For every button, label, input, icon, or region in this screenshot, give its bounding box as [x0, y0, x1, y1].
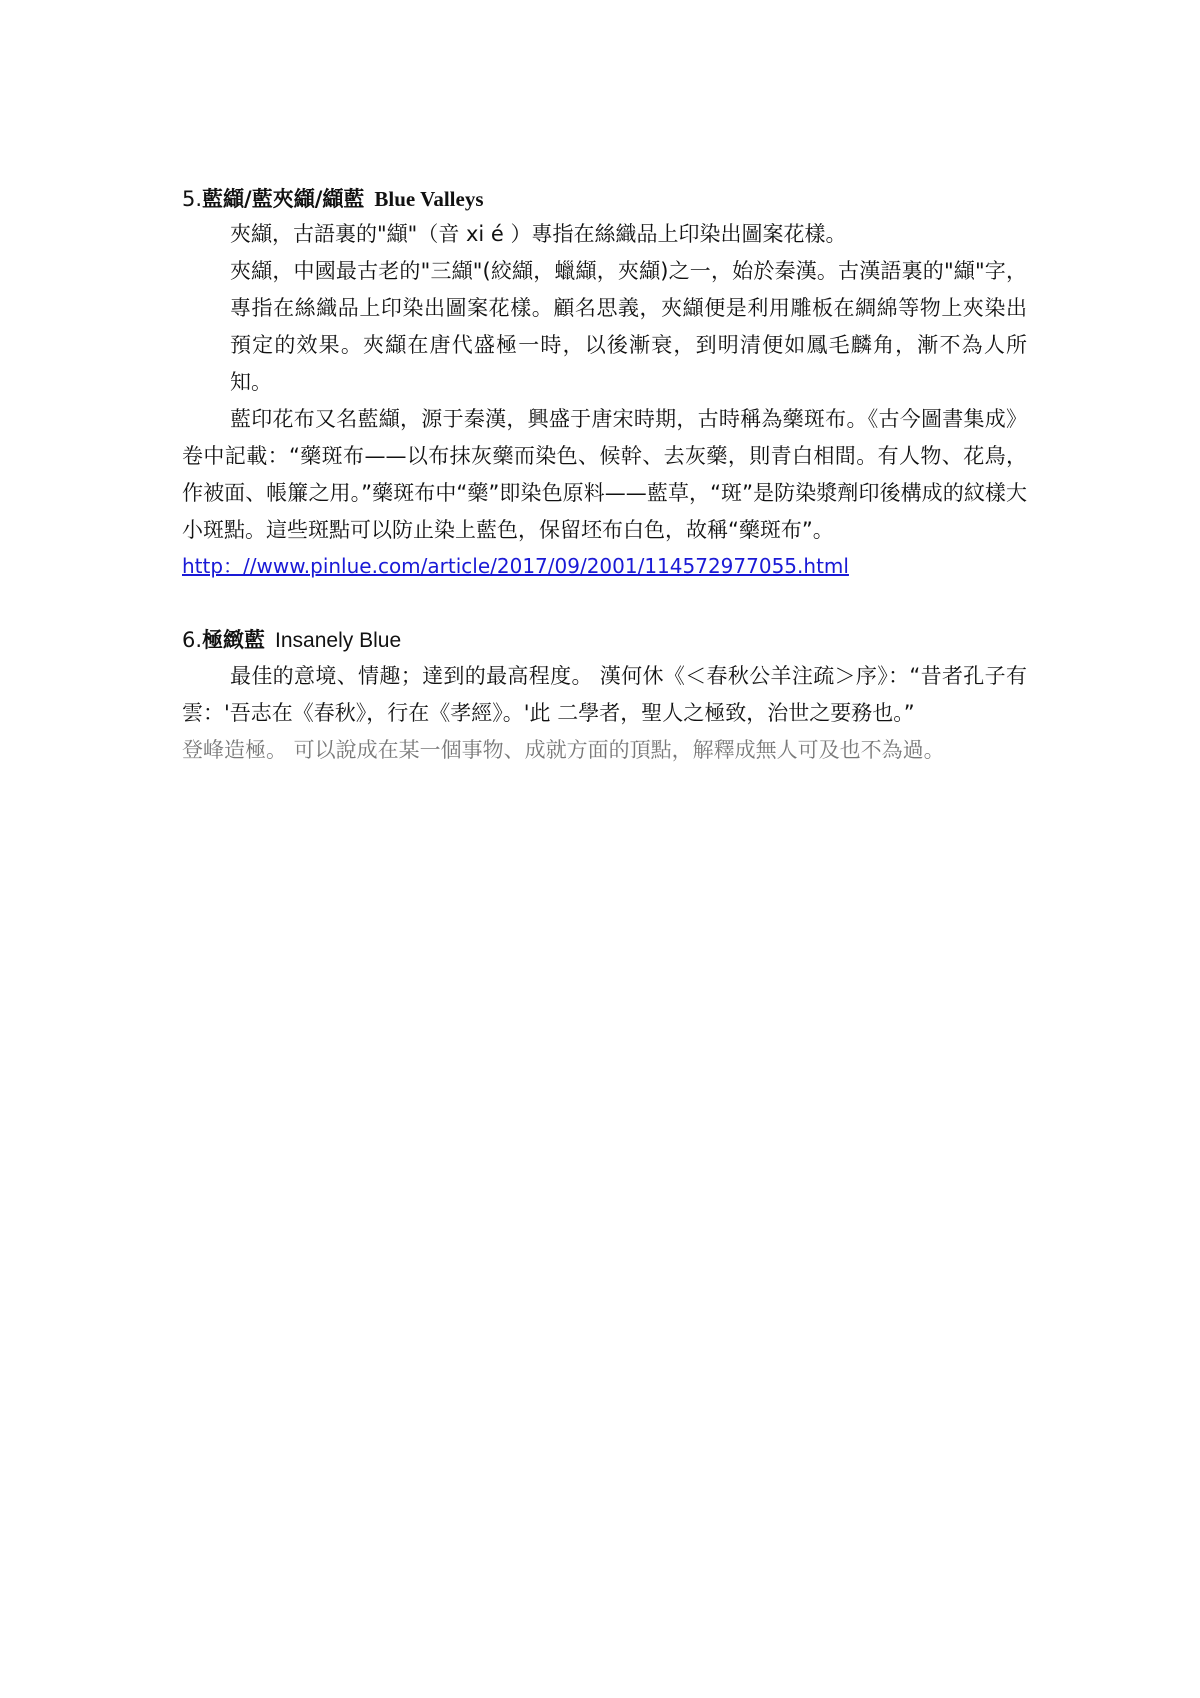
paragraph-muted: 登峰造極。 可以說成在某一個事物、成就方面的頂點，解釋成無人可及也不為過。	[182, 738, 945, 762]
section-insanely-blue	[182, 625, 1027, 769]
section-title-english: Blue Valleys	[374, 187, 484, 211]
paragraph: 夾纈，古語裏的"纈"（音 xi é ）專指在絲織品上印染出圖案花樣。	[230, 222, 847, 246]
source-link[interactable]: http：//www.pinlue.com/article/2017/09/2001/114572977055.html	[182, 554, 849, 578]
section-number: 6.	[182, 628, 203, 652]
document-page	[182, 184, 1027, 769]
paragraph: 最佳的意境、情趣；達到的最高程度。 漢何休《＜春秋公羊注疏＞序》：“昔者孔子有雲：'吾志在《春秋》，行在《孝經》。'此 二學者，聖人之極致，治世之要務也。”	[182, 664, 1027, 725]
section-gap	[182, 581, 1027, 625]
section-title-english: Insanely Blue	[275, 629, 402, 652]
section-title	[182, 184, 1027, 214]
section-title	[182, 625, 1027, 656]
section-title-chinese: 藍纈/藍夾纈/纈藍	[202, 187, 365, 211]
indented-block	[182, 216, 1027, 401]
section-blue-valleys	[182, 184, 1027, 581]
section-number: 5.	[182, 187, 203, 211]
section-title-chinese: 極緻藍	[202, 628, 266, 652]
paragraph: 夾纈，中國最古老的"三纈"(絞纈，蠟纈，夾纈)之一，始於秦漢。古漢語裏的"纈"字，專指在絲織品上印染出圖案花樣。顧名思義，夾纈便是利用雕板在綢綿等物上夾染出預定的效果。夾纈在唐代盛極一時，以後漸衰，到明清便如鳳毛麟角，漸不為人所知。	[230, 259, 1027, 394]
paragraph: 藍印花布又名藍纈，源于秦漢，興盛于唐宋時期，古時稱為藥斑布。《古今圖書集成》卷中記載：“藥斑布——以布抹灰藥而染色、候幹、去灰藥，則青白相間。有人物、花鳥，作被面、帳簾之用。”藥斑布中“藥”即染色原料——藍草，“斑”是防染漿劑印後構成的紋樣大小斑點。這些斑點可以防止染上藍色，保留坯布白色，故稱“藥斑布”。	[182, 407, 1027, 542]
